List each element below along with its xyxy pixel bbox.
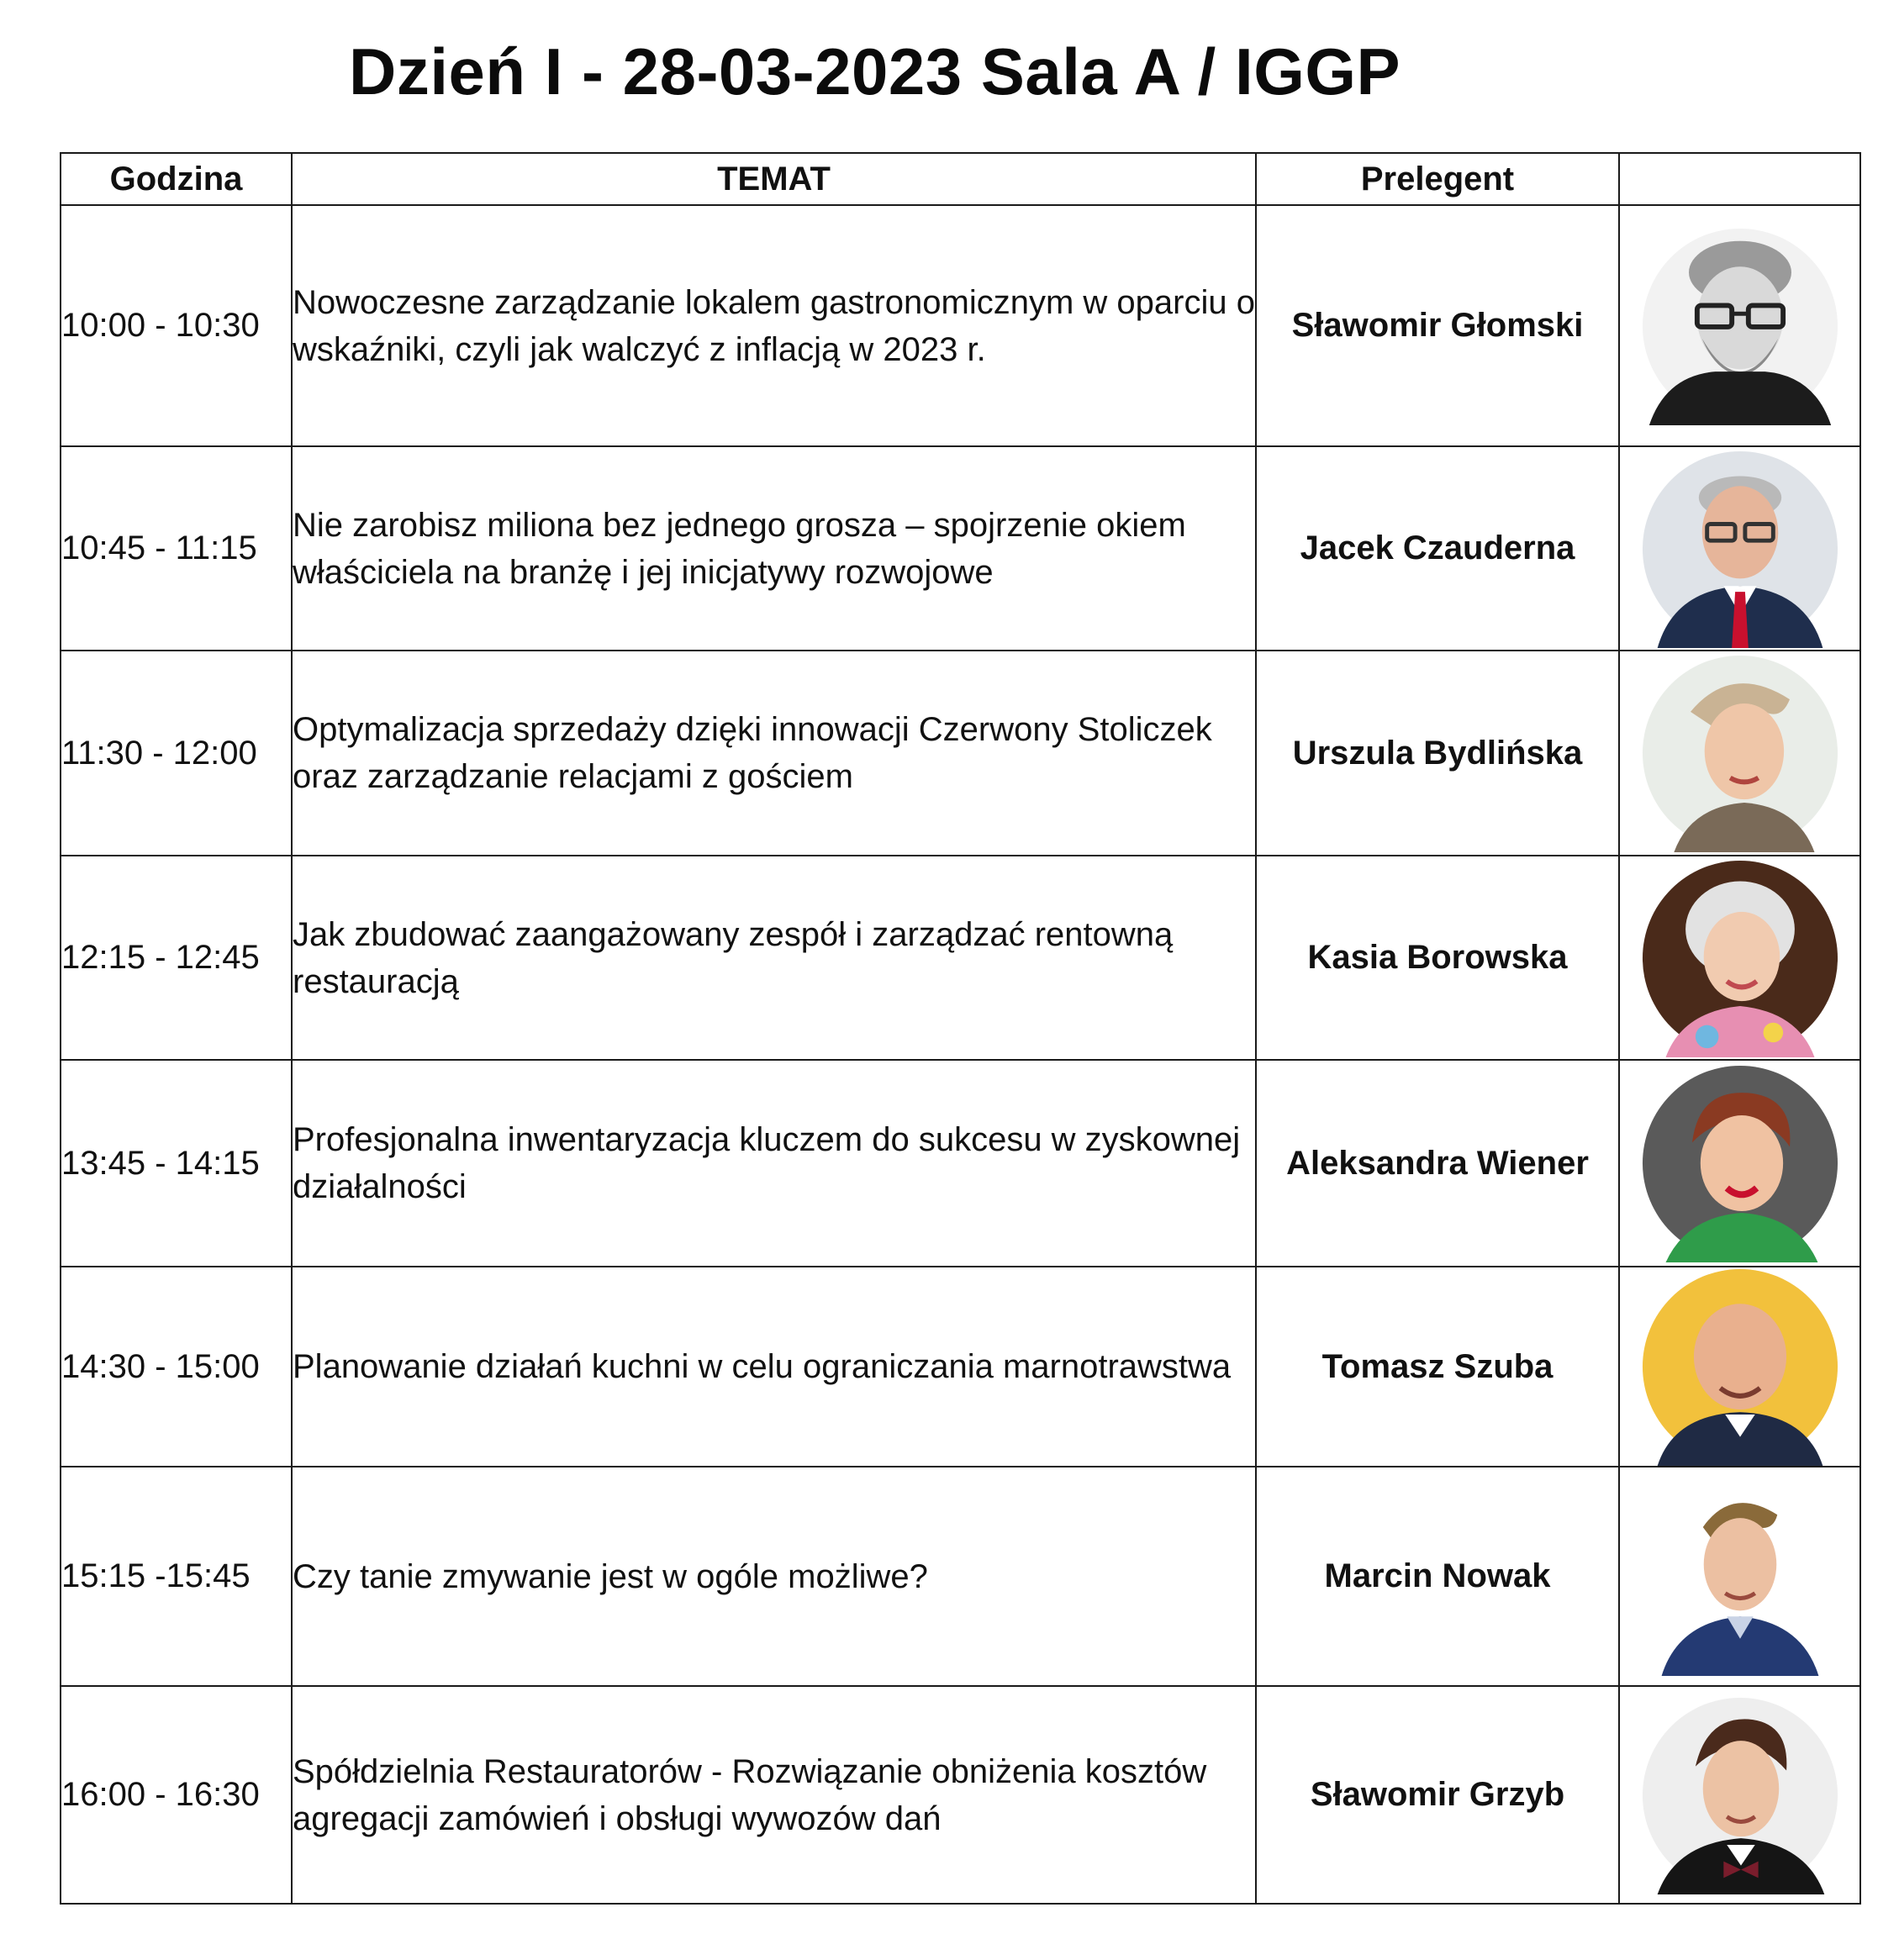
row-speaker: Urszula Bydlińska	[1256, 651, 1619, 856]
row-speaker: Tomasz Szuba	[1256, 1267, 1619, 1467]
speaker-photo-cell	[1619, 1467, 1860, 1686]
header-photo	[1619, 153, 1860, 205]
row-time: 12:15 - 12:45	[61, 856, 292, 1060]
speaker-photo	[1641, 1064, 1839, 1262]
speaker-photo	[1641, 1696, 1839, 1894]
row-time: 13:45 - 14:15	[61, 1060, 292, 1267]
speaker-photo-cell	[1619, 856, 1860, 1060]
header-row	[61, 153, 1860, 205]
speaker-photo-cell	[1619, 1060, 1860, 1267]
speaker-photo	[1641, 227, 1839, 425]
table-row	[61, 1467, 1860, 1686]
row-topic: Profesjonalna inwentaryzacja kluczem do sukcesu w zyskownej działalności	[292, 1060, 1256, 1267]
speaker-photo	[1641, 1478, 1839, 1676]
row-topic: Planowanie działań kuchni w celu ograniczania marnotrawstwa	[292, 1267, 1256, 1467]
row-time: 14:30 - 15:00	[61, 1267, 292, 1467]
row-time: 15:15 -15:45	[61, 1467, 292, 1686]
row-speaker: Sławomir Grzyb	[1256, 1686, 1619, 1904]
agenda-table	[60, 152, 1861, 1905]
table-row	[61, 1267, 1860, 1467]
row-topic: Nowoczesne zarządzanie lokalem gastronomicznym w oparciu o wskaźniki, czyli jak walczyć z inflacją w 2023 r.	[292, 205, 1256, 446]
row-speaker: Jacek Czauderna	[1256, 446, 1619, 651]
speaker-photo	[1641, 859, 1839, 1057]
row-topic: Optymalizacja sprzedaży dzięki innowacji Czerwony Stoliczek oraz zarządzanie relacjami z gościem	[292, 651, 1256, 856]
header-time: Godzina	[61, 153, 292, 205]
row-topic: Jak zbudować zaangażowany zespół i zarządzać rentowną restauracją	[292, 856, 1256, 1060]
row-speaker: Marcin Nowak	[1256, 1467, 1619, 1686]
speaker-photo	[1641, 654, 1839, 852]
row-topic: Spółdzielnia Restauratorów - Rozwiązanie obniżenia kosztów agregacji zamówień i obsługi wywozów dań	[292, 1686, 1256, 1904]
row-topic: Czy tanie zmywanie jest w ogóle możliwe?	[292, 1467, 1256, 1686]
row-time: 11:30 - 12:00	[61, 651, 292, 856]
row-speaker: Kasia Borowska	[1256, 856, 1619, 1060]
row-time: 10:45 - 11:15	[61, 446, 292, 651]
page-title: Dzień I - 28-03-2023 Sala A / IGGP	[349, 34, 1401, 108]
table-row	[61, 446, 1860, 651]
table-row	[61, 1060, 1860, 1267]
speaker-photo-cell	[1619, 651, 1860, 856]
speaker-photo	[1641, 1267, 1839, 1466]
row-topic: Nie zarobisz miliona bez jednego grosza – spojrzenie okiem właściciela na branżę i jej inicjatywy rozwojowe	[292, 446, 1256, 651]
header-topic: TEMAT	[292, 153, 1256, 205]
row-speaker: Aleksandra Wiener	[1256, 1060, 1619, 1267]
speaker-photo-cell	[1619, 205, 1860, 446]
speaker-photo-cell	[1619, 1686, 1860, 1904]
speaker-photo-cell	[1619, 1267, 1860, 1467]
row-time: 16:00 - 16:30	[61, 1686, 292, 1904]
speaker-photo	[1641, 450, 1839, 648]
table-row	[61, 856, 1860, 1060]
speaker-photo-cell	[1619, 446, 1860, 651]
row-time: 10:00 - 10:30	[61, 205, 292, 446]
header-speaker: Prelegent	[1256, 153, 1619, 205]
table-row	[61, 1686, 1860, 1904]
table-row	[61, 651, 1860, 856]
table-row	[61, 205, 1860, 446]
row-speaker: Sławomir Głomski	[1256, 205, 1619, 446]
